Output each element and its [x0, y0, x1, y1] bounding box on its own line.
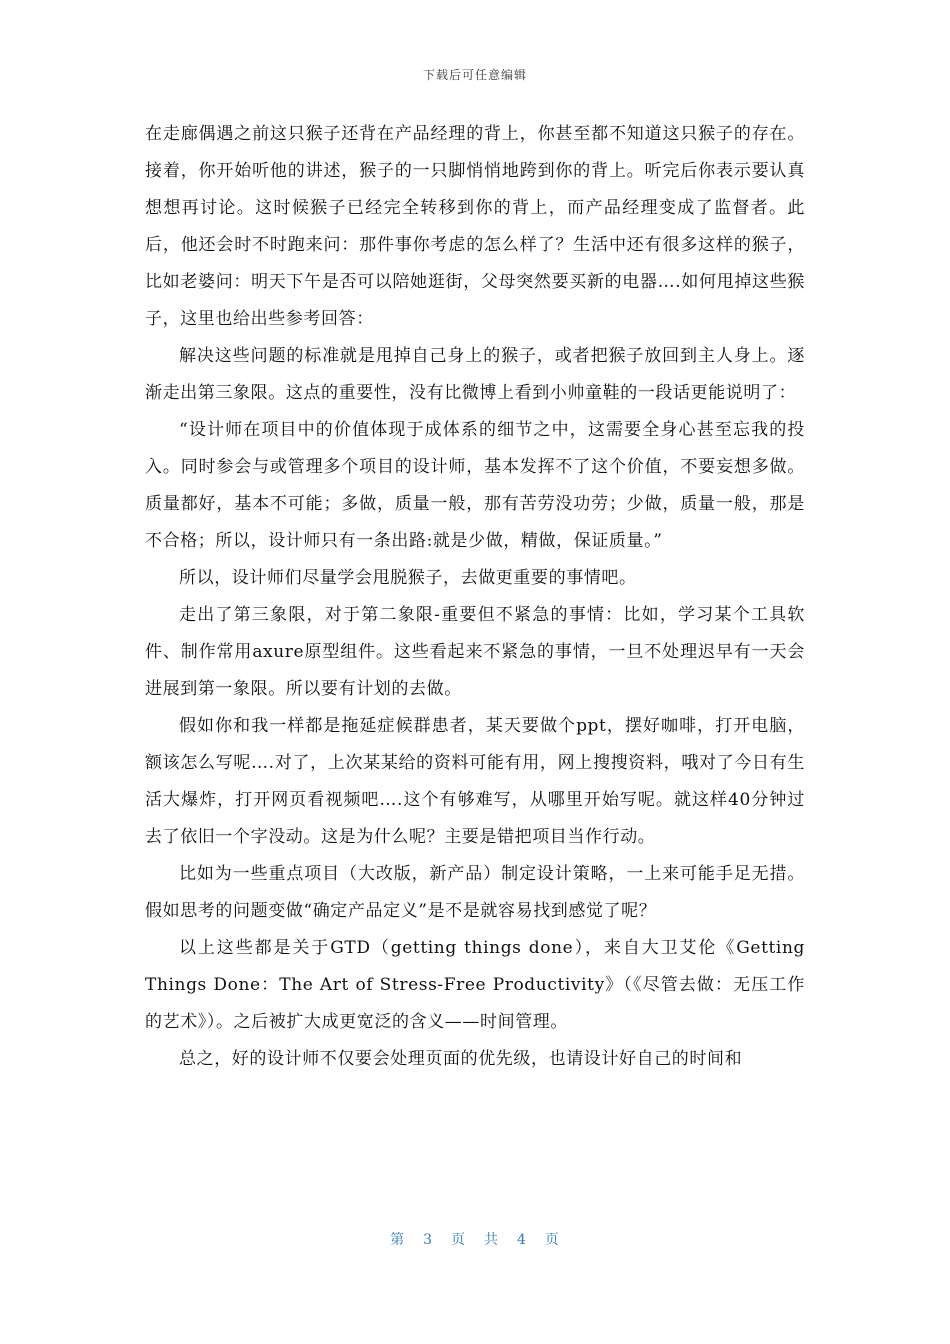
paragraph: 所以，设计师们尽量学会甩脱猴子，去做更重要的事情吧。	[179, 568, 637, 588]
paragraph: 以上这些都是关于GTD（getting things done），来自大卫艾伦《Getting Things Done：The Art of Stress-Free Productivity》（《尽管去做：无压工作的艺术》）。之后被扩大成更宽泛的含义——时间管理。	[145, 938, 805, 1032]
paragraph: 解决这些问题的标准就是甩掉自己身上的猴子，或者把猴子放回到主人身上。逐渐走出第三象限。这点的重要性，没有比微博上看到小帅童鞋的一段话更能说明了：	[145, 346, 805, 403]
paragraph: 在走廊偶遇之前这只猴子还背在产品经理的背上，你甚至都不知道这只猴子的存在。接着，你开始听他的讲述，猴子的一只脚悄悄地跨到你的背上。听完后你表示要认真想想再讨论。这时候猴子已经完全转移到你的背上，而产品经理变成了监督者。此后，他还会时不时跑来问：那件事你考虑的怎么样了？生活中还有很多这样的猴子，比如老婆问：明天下午是否可以陪她逛街，父母突然要买新的电器….如何甩掉这些猴子，这里也给出些参考回答：	[145, 124, 805, 329]
page-header: 下载后可任意编辑	[422, 68, 527, 82]
page-footer	[0, 1229, 950, 1249]
quote-paragraph: “设计师在项目中的价值体现于成体系的细节之中，这需要全身心甚至忘我的投入。同时参会与或管理多个项目的设计师，基本发挥不了这个价值，不要妄想多做。质量都好，基本不可能；多做，质量一般，那有苦劳没功劳；少做，质量一般，那是不合格；所以，设计师只有一条出路:就是少做，精做，保证质量。”	[145, 420, 805, 551]
page-mid-label: 页	[451, 1232, 466, 1248]
page-number: 3	[423, 1232, 433, 1248]
document-body	[145, 116, 805, 1078]
paragraph: 假如你和我一样都是拖延症候群患者，某天要做个ppt，摆好咖啡，打开电脑，额该怎么写呢….对了，上次某某给的资料可能有用，网上搜搜资料，哦对了今日有生活大爆炸，打开网页看视频吧….这个有够难写，从哪里开始写呢。就这样40分钟过去了依旧一个字没动。这是为什么呢？主要是错把项目当作行动。	[145, 716, 805, 847]
page-label: 第	[390, 1232, 406, 1248]
paragraph: 走出了第三象限，对于第二象限-重要但不紧急的事情：比如，学习某个工具软件、制作常用axure原型组件。这些看起来不紧急的事情，一旦不处理迟早有一天会进展到第一象限。所以要有计划的去做。	[145, 605, 805, 699]
paragraph: 比如为一些重点项目（大改版，新产品）制定设计策略，一上来可能手足无措。假如思考的问题变做“确定产品定义”是不是就容易找到感觉了呢？	[145, 864, 805, 921]
paragraph: 总之，好的设计师不仅要会处理页面的优先级，也请设计好自己的时间和	[179, 1049, 743, 1069]
page-suffix: 页	[544, 1232, 560, 1248]
total-pages: 4	[517, 1232, 527, 1248]
total-label: 共	[484, 1232, 499, 1248]
